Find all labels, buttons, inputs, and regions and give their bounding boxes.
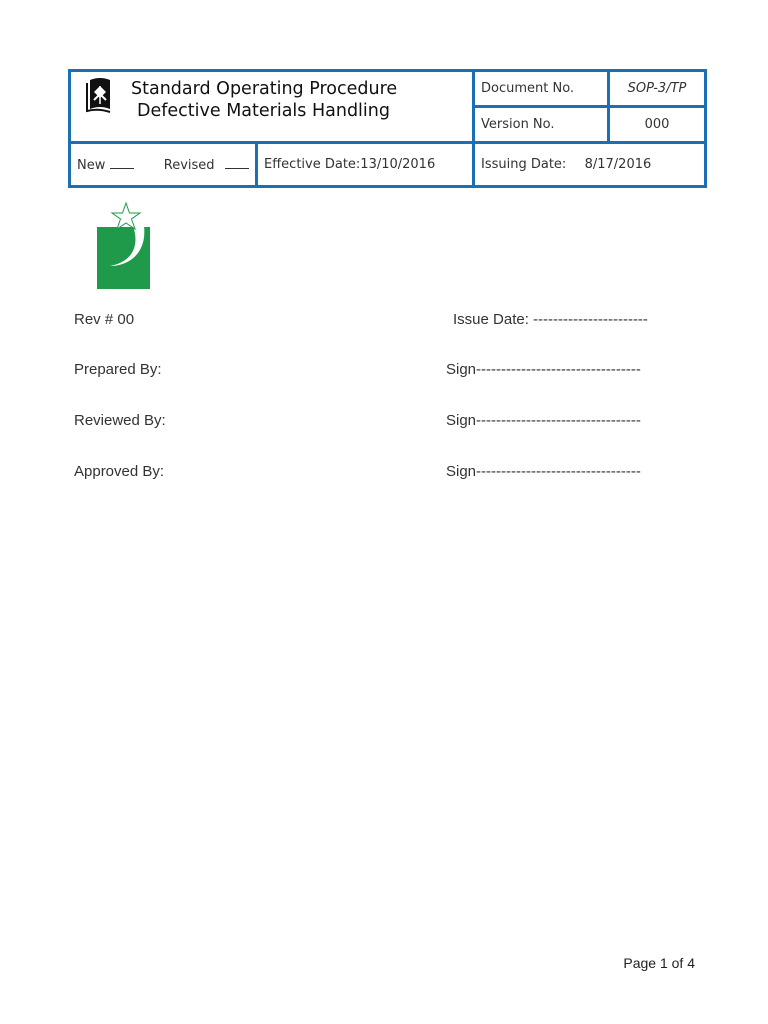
approved-sign-line: Sign--------------------------------- bbox=[446, 463, 641, 480]
page-number: Page 1 of 4 bbox=[623, 955, 695, 971]
effective-date: Effective Date:13/10/2016 bbox=[257, 143, 474, 187]
doc-no-value: SOP-3/TP bbox=[609, 71, 706, 107]
prepared-sign-line: Sign--------------------------------- bbox=[446, 361, 641, 378]
revised-blank bbox=[225, 157, 249, 169]
doc-no-label: Document No. bbox=[474, 71, 609, 107]
issuing-date-value: 8/17/2016 bbox=[584, 157, 652, 172]
reviewed-by-label: Reviewed By: bbox=[74, 412, 166, 429]
new-label: New bbox=[77, 157, 106, 173]
issuing-date-cell bbox=[474, 143, 706, 187]
version-value: 000 bbox=[609, 107, 706, 143]
company-logo bbox=[96, 200, 152, 290]
new-revised-cell bbox=[70, 143, 257, 187]
document-title bbox=[131, 78, 397, 122]
rev-number: Rev # 00 bbox=[74, 311, 135, 328]
revised-label: Revised bbox=[163, 157, 215, 173]
document-logo-icon bbox=[83, 75, 117, 113]
title-line-2: Defective Materials Handling bbox=[137, 101, 390, 121]
version-label: Version No. bbox=[474, 107, 609, 143]
title-line-1: Standard Operating Procedure bbox=[131, 79, 398, 99]
header-table bbox=[68, 69, 707, 188]
issue-date: Issue Date: ----------------------- bbox=[453, 311, 648, 328]
approved-by-label: Approved By: bbox=[74, 463, 165, 480]
reviewed-sign-line: Sign--------------------------------- bbox=[446, 412, 641, 429]
prepared-by-label: Prepared By: bbox=[74, 361, 162, 378]
issuing-date-label: Issuing Date: bbox=[481, 157, 567, 172]
new-blank bbox=[110, 157, 134, 169]
title-cell bbox=[70, 71, 474, 143]
